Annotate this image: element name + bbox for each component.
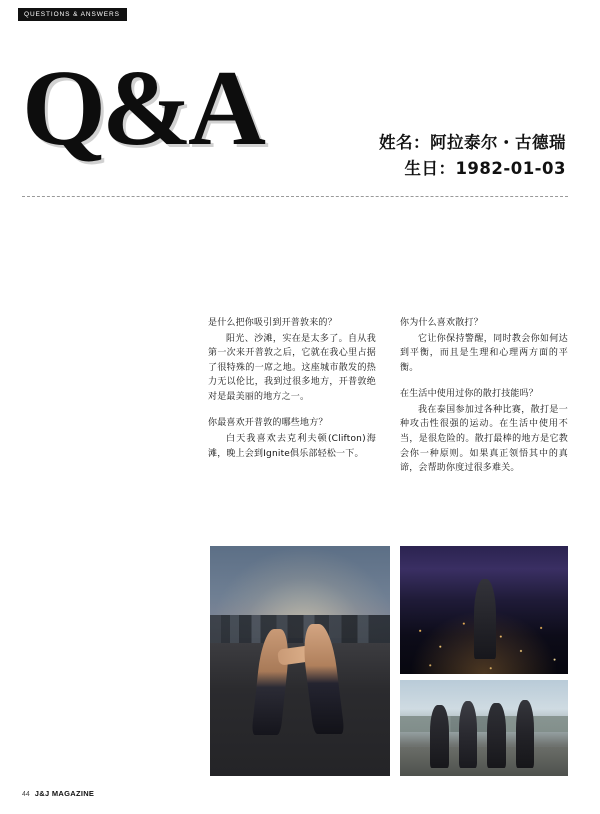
- question-text: 你为什么喜欢散打？: [400, 318, 483, 328]
- column-right: [400, 316, 568, 476]
- answer-text: 白天我喜欢去克利夫顿(Clifton)海滩，晚上会到Ignite俱乐部轻松一下。: [208, 434, 376, 459]
- night-city-hooded-figure-photo: [400, 546, 568, 674]
- hill-background: [400, 716, 568, 731]
- running-head: QUESTIONS & ANSWERS: [18, 8, 127, 21]
- question-text: 是什么把你吸引到开普敦来的？: [208, 318, 337, 328]
- group-person: [516, 700, 534, 768]
- profile-block: [379, 130, 566, 181]
- hooded-figure: [474, 579, 496, 658]
- divider-rule: [22, 196, 568, 197]
- answer-text: 它让你保持警醒，同时教会你如何达到平衡，而且是生理和心理两方面的平衡。: [400, 333, 568, 373]
- profile-birthday: 生日：1982-01-03: [404, 158, 566, 178]
- page-title: Q&A: [22, 49, 262, 168]
- profile-name: 姓名：阿拉泰尔・古德瑞: [379, 133, 566, 152]
- rooftop-floor: [400, 747, 568, 776]
- article-columns: [208, 316, 568, 476]
- rooftop-group-photo: [400, 680, 568, 776]
- question-text: 你最喜欢开普敦的哪些地方？: [208, 418, 328, 429]
- column-left: [208, 316, 376, 476]
- answer-text: 阳光、沙滩，实在是太多了。自从我第一次来开普敦之后，它就在我心里占据了很特殊的一席之地。这座城市散发的热力无以伦比，我到过很多地方，开普敦绝对是最美丽的地方之一。: [208, 333, 376, 402]
- rooftop-fight-photo: [210, 546, 390, 776]
- page-footer: [22, 789, 94, 798]
- group-person: [430, 705, 448, 768]
- question-text: 在生活中使用过你的散打技能吗？: [400, 389, 539, 400]
- magazine-name: J&J MAGAZINE: [34, 789, 95, 798]
- answer-text: 我在泰国参加过各种比赛，散打是一种攻击性很强的运动。在生活中使用不当，是很危险的。散打最棒的地方是它教会你一种原则。如果真正领悟其中的真谛，会帮助你度过很多难关。: [400, 404, 568, 474]
- group-person: [487, 703, 505, 768]
- page-number: 44: [22, 791, 30, 798]
- group-person: [459, 701, 477, 768]
